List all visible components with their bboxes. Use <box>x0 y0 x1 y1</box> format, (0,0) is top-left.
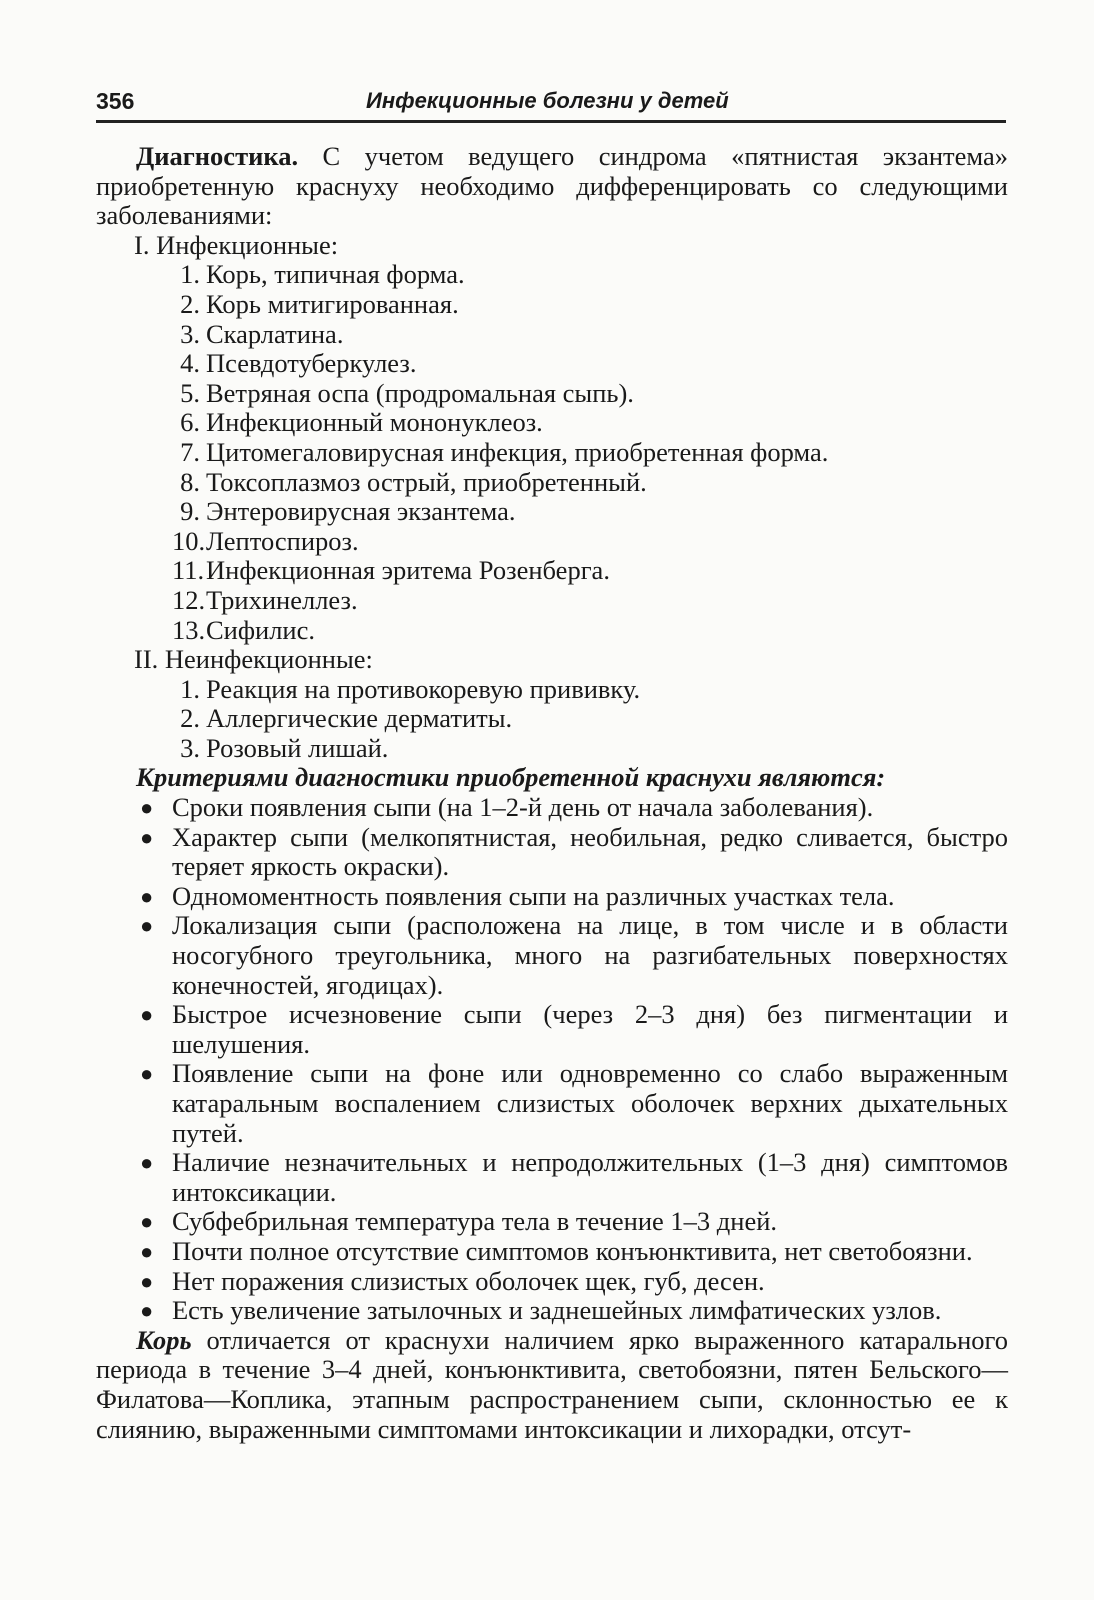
bullet-icon: ● <box>140 1209 154 1235</box>
list-item: 1. Реакция на противокоревую прививку. <box>180 673 641 704</box>
intro-lead: Диагностика. <box>136 141 299 171</box>
list-item: 12.Трихинеллез. <box>172 584 358 615</box>
list-item: 8. Токсоплазмоз острый, приобретенный. <box>180 466 647 497</box>
list-item: 5. Ветряная оспа (продромальная сыпь). <box>180 377 634 408</box>
bullet-icon: ● <box>140 1238 154 1264</box>
list-item: 11.Инфекционная эритема Розенберга. <box>172 555 610 586</box>
list-item: 10.Лептоспироз. <box>172 525 359 556</box>
bullet-icon: ● <box>140 1268 154 1294</box>
criteria-item: ● Одномоментность появления сыпи на различных участках тела. <box>140 880 895 911</box>
criteria-item: ● Характер сыпи (мелкопятнистая, необильная, редко сливается, быстро теряет яркость окраски). <box>140 821 1008 882</box>
criteria-item: ● Есть увеличение затылочных и заднешейных лимфатических узлов. <box>140 1295 942 1326</box>
bullet-icon: ● <box>140 1298 154 1324</box>
criteria-item: ● Субфебрильная температура тела в течение 1–3 дней. <box>140 1206 778 1237</box>
criteria-heading: Критериями диагностики приобретенной краснухи являются: <box>136 762 886 793</box>
bullet-icon: ● <box>140 824 154 850</box>
criteria-item: ● Локализация сыпи (расположена на лице, в том числе и в области носогубного треугольника, много на разгибательных поверхностях конечностей, ягодицах). <box>140 910 1008 1000</box>
list-item: 7. Цитомегаловирусная инфекция, приобретенная форма. <box>180 436 829 467</box>
criteria-item: ● Нет поражения слизистых оболочек щек, губ, десен. <box>140 1265 765 1296</box>
running-title: Инфекционные болезни у детей <box>366 88 729 113</box>
criteria-item: ● Быстрое исчезновение сыпи (через 2–3 дня) без пигментации и шелушения. <box>140 999 1008 1059</box>
page-header <box>96 86 1006 123</box>
page-body <box>96 142 1008 1444</box>
intro-paragraph <box>96 142 1008 231</box>
bullet-icon: ● <box>140 795 154 821</box>
criteria-item: ● Наличие незначительных и непродолжительных (1–3 дня) симптомов интоксикации. <box>140 1147 1008 1207</box>
list-item: 9. Энтеровирусная экзантема. <box>180 496 516 527</box>
list-item: 2. Корь митигированная. <box>180 288 459 319</box>
intro-text: С учетом ведущего синдрома «пятнистая экзантема» приобретенную краснуху необходимо дифференцировать со следующими заболеваниями: <box>96 141 1008 231</box>
list-item: 3. Скарлатина. <box>180 318 344 349</box>
list-item: 1. Корь, типичная форма. <box>180 259 465 290</box>
group-title: II. Неинфекционные: <box>134 644 373 675</box>
criteria-list <box>96 793 1008 1326</box>
list-item: 2. Аллергические дерматиты. <box>180 703 513 734</box>
bullet-icon: ● <box>140 1150 154 1176</box>
bullet-icon: ● <box>140 883 154 909</box>
criteria-item: ● Появление сыпи на фоне или одновременно со слабо выраженным катаральным воспалением слизистых оболочек верхних дыхательных путей. <box>140 1058 1008 1148</box>
measles-text: отличается от краснухи наличием ярко выраженного катарального периода в течение 3–4 дней, конъюнктивита, светобоязни, пятен Бельского—Филатова—Коплика, этапным распространением сыпи, склонностью ее к слиянию, выраженными симптомами интоксикации и лихорадки, отсут- <box>96 1324 1008 1444</box>
list-item: 6. Инфекционный мононуклеоз. <box>180 407 543 438</box>
list-item: 3. Розовый лишай. <box>180 732 389 763</box>
criteria-item: ● Сроки появления сыпи (на 1–2-й день от начала заболевания). <box>140 792 874 823</box>
page-number: 356 <box>96 88 135 114</box>
group-title: I. Инфекционные: <box>134 229 339 260</box>
criteria-item: ● Почти полное отсутствие симптомов конъюнктивита, нет светобоязни. <box>140 1235 973 1266</box>
bullet-icon: ● <box>140 1002 154 1028</box>
measles-lead: Корь <box>136 1324 192 1355</box>
bullet-icon: ● <box>140 1061 154 1087</box>
list-item: 4. Псевдотуберкулез. <box>180 348 417 379</box>
list-item: 13.Сифилис. <box>172 614 316 645</box>
bullet-icon: ● <box>140 913 154 939</box>
measles-paragraph <box>96 1326 1008 1444</box>
